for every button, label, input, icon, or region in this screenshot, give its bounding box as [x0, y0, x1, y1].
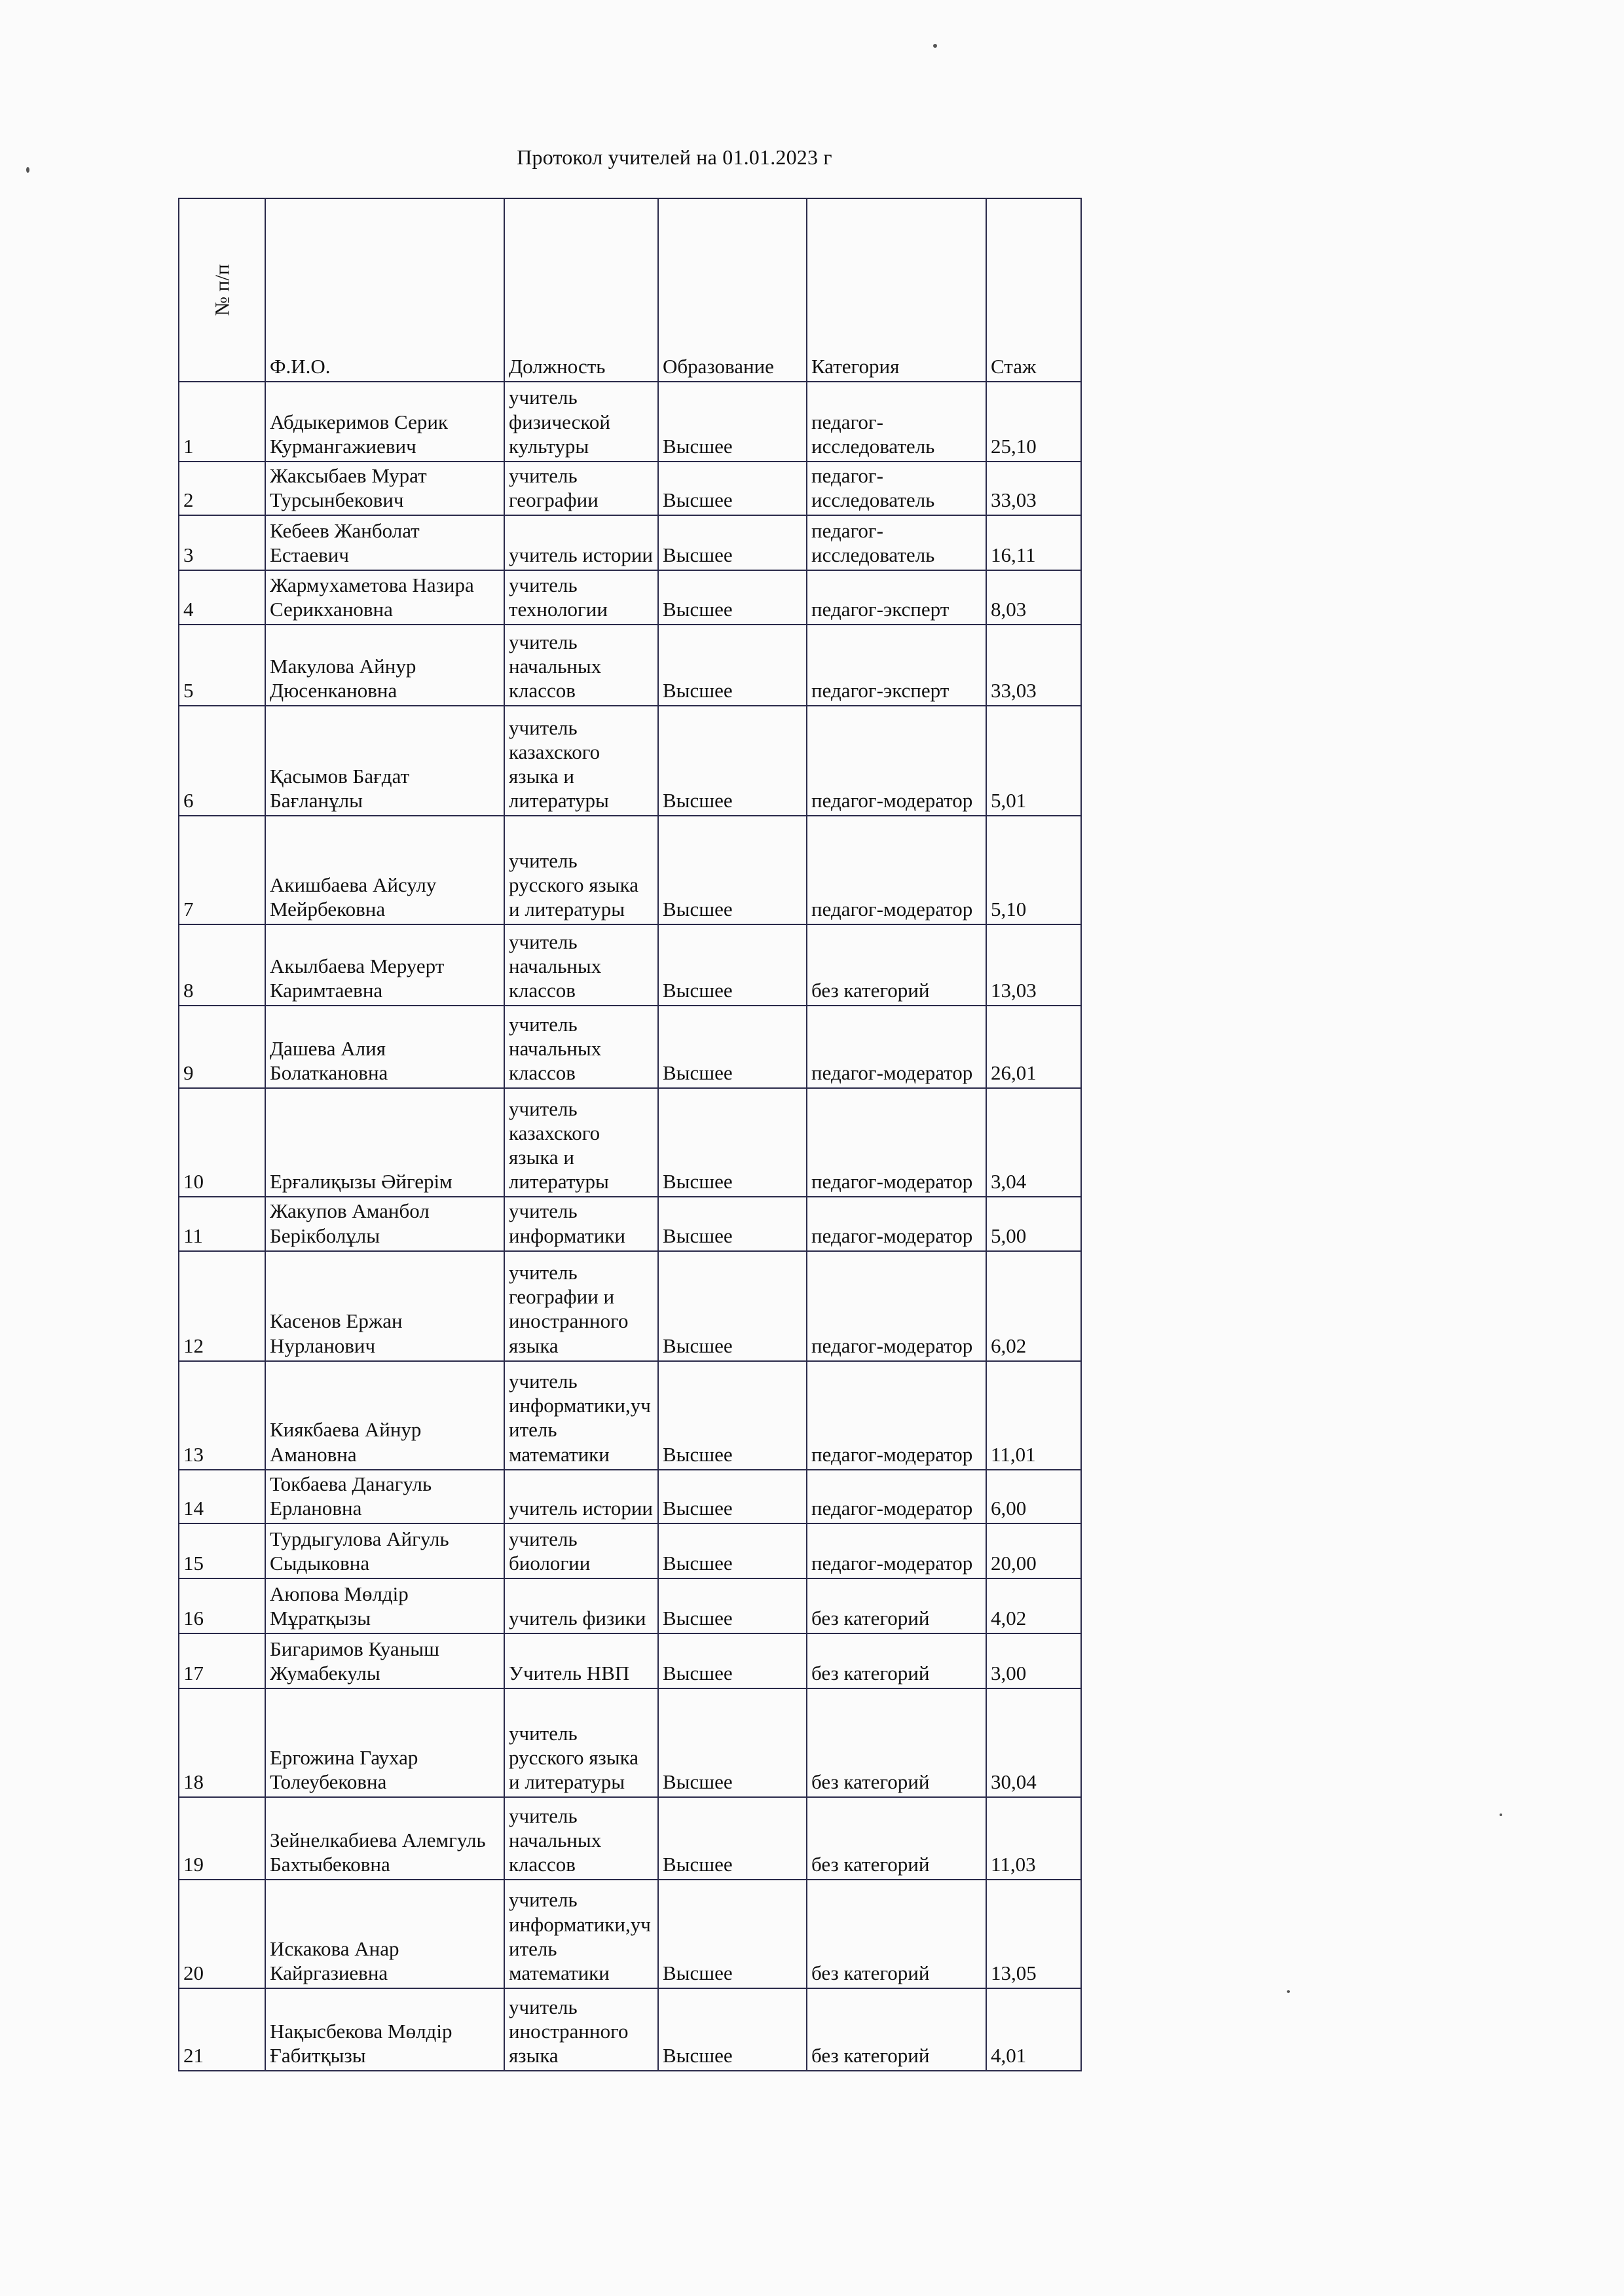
teacher-name: Макулова Айнур Дюсенкановна	[265, 625, 504, 706]
teacher-experience: 11,03	[986, 1797, 1081, 1880]
row-number: 6	[179, 706, 265, 816]
teacher-experience: 25,10	[986, 382, 1081, 462]
row-number: 2	[179, 462, 265, 515]
teacher-position: учитель русского языка и литературы	[504, 1688, 658, 1797]
teacher-position: учитель истории	[504, 1470, 658, 1523]
table-row	[179, 382, 1081, 462]
teacher-education: Высшее	[658, 1197, 807, 1250]
teacher-experience: 3,00	[986, 1633, 1081, 1688]
table-row	[179, 1688, 1081, 1797]
teacher-category: педагог-модератор	[807, 1361, 986, 1470]
teacher-category: без категорий	[807, 1578, 986, 1633]
header-row	[179, 198, 1081, 382]
table-row	[179, 1880, 1081, 1988]
teacher-position: учитель начальных классов	[504, 924, 658, 1006]
row-number: 19	[179, 1797, 265, 1880]
teacher-experience: 5,01	[986, 706, 1081, 816]
teacher-experience: 5,00	[986, 1197, 1081, 1250]
teacher-education: Высшее	[658, 1088, 807, 1197]
table-row	[179, 1988, 1081, 2071]
teacher-education: Высшее	[658, 382, 807, 462]
table-row	[179, 1006, 1081, 1088]
teacher-position: учитель казахского языка и литературы	[504, 1088, 658, 1197]
row-number: 9	[179, 1006, 265, 1088]
teacher-experience: 13,05	[986, 1880, 1081, 1988]
teacher-position: Учитель НВП	[504, 1633, 658, 1688]
teacher-experience: 6,00	[986, 1470, 1081, 1523]
table-row	[179, 1523, 1081, 1578]
table-row	[179, 462, 1081, 515]
teacher-education: Высшее	[658, 1523, 807, 1578]
teacher-category: педагог-эксперт	[807, 570, 986, 625]
teacher-experience: 30,04	[986, 1688, 1081, 1797]
table-row	[179, 706, 1081, 816]
row-number: 5	[179, 625, 265, 706]
teacher-education: Высшее	[658, 625, 807, 706]
teacher-name: Жаксыбаев Мурат Турсынбекович	[265, 462, 504, 515]
teacher-position: учитель начальных классов	[504, 1797, 658, 1880]
teacher-experience: 8,03	[986, 570, 1081, 625]
table-row	[179, 1361, 1081, 1470]
teacher-experience: 4,02	[986, 1578, 1081, 1633]
teacher-name: Жакупов Аманбол Берікболұлы	[265, 1197, 504, 1250]
page-title: Протокол учителей на 01.01.2023 г	[517, 145, 832, 169]
teacher-category: без категорий	[807, 924, 986, 1006]
teacher-education: Высшее	[658, 706, 807, 816]
teacher-position: учитель русского языка и литературы	[504, 816, 658, 924]
teacher-education: Высшее	[658, 1251, 807, 1361]
header-number	[179, 198, 265, 382]
teacher-name: Нақысбекова Мөлдір Ғабитқызы	[265, 1988, 504, 2071]
teacher-category: педагог-модератор	[807, 1523, 986, 1578]
header-experience: Стаж	[986, 198, 1081, 382]
table-row	[179, 1088, 1081, 1197]
table-row	[179, 816, 1081, 924]
teacher-position: учитель физической культуры	[504, 382, 658, 462]
header-name: Ф.И.О.	[265, 198, 504, 382]
teacher-category: педагог-модератор	[807, 1088, 986, 1197]
teacher-position: учитель технологии	[504, 570, 658, 625]
teacher-category: без категорий	[807, 1880, 986, 1988]
table-body	[179, 382, 1081, 2071]
teacher-education: Высшее	[658, 462, 807, 515]
scan-speck	[1500, 1813, 1502, 1816]
table-row	[179, 1251, 1081, 1361]
teacher-position: учитель географии	[504, 462, 658, 515]
teacher-education: Высшее	[658, 1880, 807, 1988]
teacher-name: Касенов Ержан Нурланович	[265, 1251, 504, 1361]
row-number: 12	[179, 1251, 265, 1361]
table-row	[179, 625, 1081, 706]
teacher-category: без категорий	[807, 1633, 986, 1688]
teacher-position: учитель информатики,учитель математики	[504, 1361, 658, 1470]
teacher-position: учитель информатики	[504, 1197, 658, 1250]
header-position: Должность	[504, 198, 658, 382]
row-number: 14	[179, 1470, 265, 1523]
row-number: 16	[179, 1578, 265, 1633]
row-number: 1	[179, 382, 265, 462]
teacher-name: Бигаримов Куаныш Жумабекулы	[265, 1633, 504, 1688]
teacher-name: Ерғалиқызы Әйгерім	[265, 1088, 504, 1197]
teacher-name: Акишбаева Айсулу Мейрбековна	[265, 816, 504, 924]
row-number: 4	[179, 570, 265, 625]
teacher-name: Жармухаметова Назира Серикхановна	[265, 570, 504, 625]
table-row	[179, 1797, 1081, 1880]
teacher-category: педагог-модератор	[807, 1006, 986, 1088]
header-category: Категория	[807, 198, 986, 382]
table-row	[179, 570, 1081, 625]
scan-speck	[26, 167, 29, 173]
teacher-category: педагог-модератор	[807, 1470, 986, 1523]
table-row	[179, 924, 1081, 1006]
teacher-category: педагог-исследователь	[807, 462, 986, 515]
teacher-education: Высшее	[658, 1633, 807, 1688]
teacher-education: Высшее	[658, 816, 807, 924]
teacher-experience: 33,03	[986, 625, 1081, 706]
header-number-label: № п/п	[210, 264, 234, 316]
teacher-category: педагог-исследователь	[807, 382, 986, 462]
row-number: 18	[179, 1688, 265, 1797]
row-number: 10	[179, 1088, 265, 1197]
teacher-category: педагог-модератор	[807, 706, 986, 816]
table-row	[179, 515, 1081, 570]
teacher-position: учитель казахского языка и литературы	[504, 706, 658, 816]
row-number: 11	[179, 1197, 265, 1250]
teacher-category: педагог-исследователь	[807, 515, 986, 570]
teacher-name: Аюпова Мөлдір Мұратқызы	[265, 1578, 504, 1633]
teacher-name: Искакова Анар Кайргазиевна	[265, 1880, 504, 1988]
teacher-position: учитель истории	[504, 515, 658, 570]
row-number: 21	[179, 1988, 265, 2071]
header-education: Образование	[658, 198, 807, 382]
row-number: 8	[179, 924, 265, 1006]
row-number: 15	[179, 1523, 265, 1578]
teacher-position: учитель физики	[504, 1578, 658, 1633]
teacher-education: Высшее	[658, 1006, 807, 1088]
teacher-education: Высшее	[658, 1688, 807, 1797]
teacher-position: учитель биологии	[504, 1523, 658, 1578]
teacher-experience: 26,01	[986, 1006, 1081, 1088]
teacher-name: Акылбаева Меруерт Каримтаевна	[265, 924, 504, 1006]
teacher-position: учитель начальных классов	[504, 625, 658, 706]
teacher-position: учитель начальных классов	[504, 1006, 658, 1088]
teacher-education: Высшее	[658, 515, 807, 570]
teachers-table	[178, 198, 1082, 2071]
teacher-category: педагог-модератор	[807, 816, 986, 924]
teacher-position: учитель географии и иностранного языка	[504, 1251, 658, 1361]
teacher-name: Ергожина Гаухар Толеубековна	[265, 1688, 504, 1797]
teacher-education: Высшее	[658, 1797, 807, 1880]
row-number: 20	[179, 1880, 265, 1988]
table-row	[179, 1197, 1081, 1250]
table-row	[179, 1578, 1081, 1633]
teacher-name: Зейнелкабиева Алемгуль Бахтыбековна	[265, 1797, 504, 1880]
teacher-education: Высшее	[658, 1361, 807, 1470]
teacher-education: Высшее	[658, 570, 807, 625]
teacher-name: Қасымов Бағдат Бағланұлы	[265, 706, 504, 816]
scan-speck	[1287, 1990, 1290, 1993]
table-header	[179, 198, 1081, 382]
teacher-experience: 20,00	[986, 1523, 1081, 1578]
teacher-experience: 4,01	[986, 1988, 1081, 2071]
row-number: 3	[179, 515, 265, 570]
teacher-name: Абдыкеримов Серик Курмангажиевич	[265, 382, 504, 462]
teacher-name: Дашева Алия Болаткановна	[265, 1006, 504, 1088]
teacher-education: Высшее	[658, 1578, 807, 1633]
teacher-category: педагог-эксперт	[807, 625, 986, 706]
teacher-name: Турдыгулова Айгуль Сыдыковна	[265, 1523, 504, 1578]
teacher-experience: 11,01	[986, 1361, 1081, 1470]
teacher-category: без категорий	[807, 1988, 986, 2071]
row-number: 17	[179, 1633, 265, 1688]
teacher-category: педагог-модератор	[807, 1251, 986, 1361]
row-number: 13	[179, 1361, 265, 1470]
teacher-experience: 6,02	[986, 1251, 1081, 1361]
teacher-category: без категорий	[807, 1688, 986, 1797]
teacher-name: Кебеев Жанболат Естаевич	[265, 515, 504, 570]
teacher-experience: 33,03	[986, 462, 1081, 515]
teacher-education: Высшее	[658, 924, 807, 1006]
teacher-position: учитель информатики,учитель математики	[504, 1880, 658, 1988]
table-row	[179, 1633, 1081, 1688]
teacher-education: Высшее	[658, 1470, 807, 1523]
teacher-position: учитель иностранного языка	[504, 1988, 658, 2071]
teacher-category: педагог-модератор	[807, 1197, 986, 1250]
teacher-education: Высшее	[658, 1988, 807, 2071]
teacher-name: Киякбаева Айнур Амановна	[265, 1361, 504, 1470]
scan-speck	[933, 44, 937, 48]
teacher-experience: 3,04	[986, 1088, 1081, 1197]
row-number: 7	[179, 816, 265, 924]
teacher-experience: 16,11	[986, 515, 1081, 570]
table-row	[179, 1470, 1081, 1523]
teacher-name: Токбаева Данагуль Ерлановна	[265, 1470, 504, 1523]
teacher-experience: 13,03	[986, 924, 1081, 1006]
teacher-category: без категорий	[807, 1797, 986, 1880]
teacher-experience: 5,10	[986, 816, 1081, 924]
